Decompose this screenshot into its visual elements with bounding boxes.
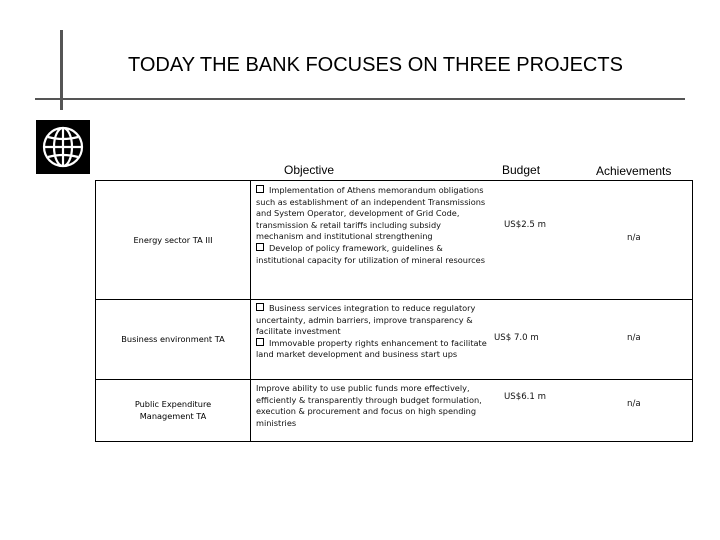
column-divider [250,181,251,299]
objective-item: Immovable property rights enhancement to facilitate land market development and business start ups [256,337,487,360]
header-budget: Budget [502,163,541,177]
achievements-value: n/a [627,233,641,243]
project-name: Public Expenditure Management TA [134,399,212,421]
budget-value: US$ 7.0 m [494,333,539,343]
header-achievements: Achievements [596,164,672,178]
budget-value: US$2.5 m [504,220,546,230]
square-bullet-icon [256,303,264,311]
achievements-value: n/a [627,399,641,409]
decorative-horizontal-line [35,98,685,100]
square-bullet-icon [256,338,264,346]
column-divider [250,299,251,379]
square-bullet-icon [256,185,264,193]
budget-value: US$6.1 m [504,392,546,402]
objective-item: Implementation of Athens memorandum obligations such as establishment of an independent Transmissions and System Operator, development of Grid Code, transmission & retail tariffs including subsidy mechanism and institutional strengthening [256,185,486,242]
objective-cell [256,303,488,361]
objective-item: Business services integration to reduce regulatory uncertainty, admin barriers, improve transparency & facilitate investment [256,303,476,337]
project-name-cell [96,299,250,379]
achievements-value: n/a [627,333,641,343]
page-title: TODAY THE BANK FOCUSES ON THREE PROJECTS [128,54,623,76]
objective-item: Develop of policy framework, guidelines & institutional capacity for utilization of mineral resources [256,242,485,265]
header-objective: Objective [284,163,335,177]
project-name-cell [96,181,250,299]
table-row [96,379,692,441]
square-bullet-icon [256,243,264,251]
projects-table [95,180,693,442]
project-name: Energy sector TA III [133,235,213,245]
objective-item: Improve ability to use public funds more effectively, efficiently & transparently through budget formulation, execution & procurement and focus on high spending ministries [256,383,482,428]
objective-cell [256,383,488,429]
table-row [96,299,692,380]
objective-cell [256,185,488,266]
project-name-cell [96,379,250,441]
column-divider [250,379,251,441]
table-row [96,181,692,300]
project-name: Business environment TA [121,334,225,344]
world-bank-globe-icon [36,120,90,174]
